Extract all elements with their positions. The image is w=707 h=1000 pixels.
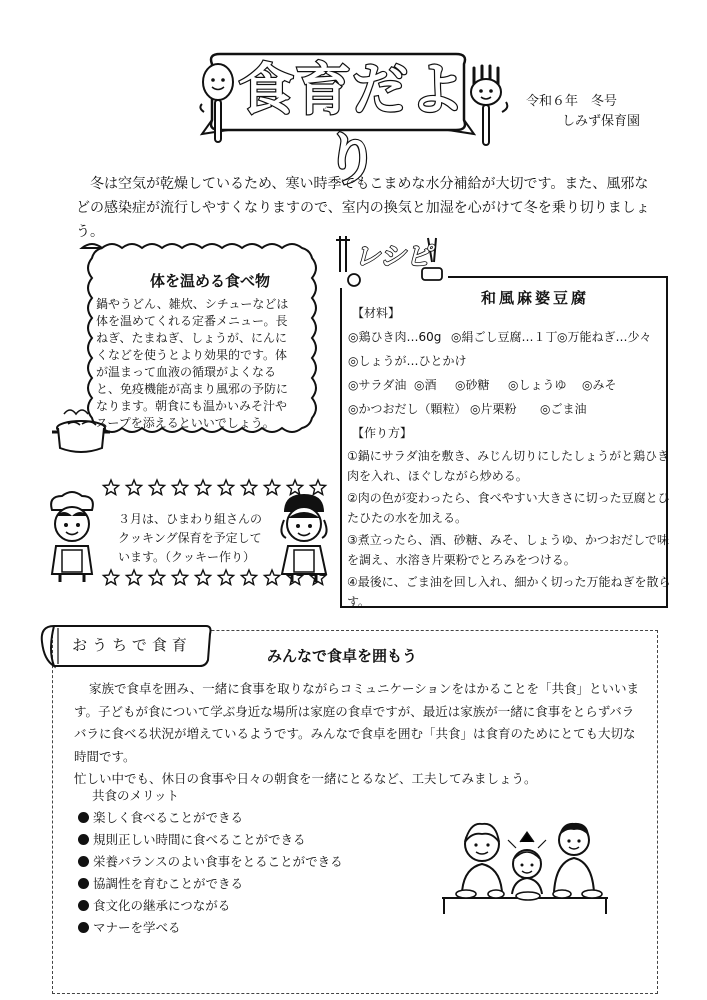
star-icon (149, 570, 164, 585)
merit-item: 楽しく食べることができる (78, 808, 243, 826)
star-icon (218, 570, 233, 585)
star-icon (149, 480, 164, 495)
recipe-step: ④最後に、ごま油を回し入れ、細かく切った万能ねぎを散らす。 (347, 575, 671, 609)
ouchi-label: おうちで食育 (72, 636, 192, 654)
ingredients-header: 【材料】 (352, 306, 401, 320)
merit-item: 協調性を育むことができる (78, 874, 243, 892)
ouchi-paragraph: 家族で食卓を囲み、一緒に食事を取りながらコミュニケーションをはかることを「共食」といいます。子どもが食について学ぶ身近な場所は家庭の食卓ですが、最近は家族が一緒に食事をとらずバラバラに食べる状況が増えているようです。みんなで食卓を囲む「共食」は食育のためにとても大切な時間です。 (74, 681, 640, 764)
bullet-dot-icon (78, 812, 89, 823)
ingredient-item: ◎みそ (582, 378, 617, 392)
warm-food-body: 鍋やうどん、雑炊、シチューなどは体を温めてくれる定番メニュー。長ねぎ、たまねぎ、しょうが、にんにくなどを使うとより効果的です。体が温まって血液の循環がよくなると、免疫機能が高まり風邪の予防になります。朝食にも温かいみそ汁やスープを添えるといいでしょう。 (96, 297, 289, 430)
star-icon (241, 480, 256, 495)
page-title: 食育だより (238, 58, 466, 193)
girl-chef-icon (270, 488, 338, 584)
ingredient-item: ◎しょうゆ (508, 378, 567, 392)
merit-item: 食文化の継承につながる (78, 896, 230, 914)
family-dining-icon (432, 814, 612, 922)
star-icon (195, 570, 210, 585)
merits-title: 共食のメリット (92, 788, 180, 803)
star-icon (126, 570, 141, 585)
march-cooking-note: ３月は、ひまわり組さんのクッキング保育を予定しています。（クッキー作り） (118, 512, 263, 564)
issue-label: 令和６年 冬号 (526, 94, 618, 109)
star-icon (172, 480, 187, 495)
merit-item: 規則正しい時間に食べることができる (78, 830, 306, 848)
ingredient-item: ◎サラダ油 (348, 378, 407, 392)
school-name: しみず保育園 (562, 114, 641, 129)
ingredient-item: ◎鶏ひき肉…60g (348, 330, 442, 344)
ingredient-item: ◎ごま油 (540, 402, 587, 416)
star-icon (172, 570, 187, 585)
merit-item: マナーを学べる (78, 918, 181, 936)
bullet-dot-icon (78, 856, 89, 867)
ingredient-item: ◎砂糖 (455, 378, 490, 392)
recipe-step: ①鍋にサラダ油を敷き、みじん切りにしたしょうがと鶏ひき肉を入れ、ほぐしながら炒める。 (347, 449, 670, 483)
bullet-dot-icon (78, 900, 89, 911)
ingredient-item: ◎絹ごし豆腐…１丁 (451, 330, 558, 344)
recipe-step: ②肉の色が変わったら、食べやすい大きさに切った豆腐とひたひたの水を加える。 (347, 491, 670, 525)
merit-item: 栄養バランスのよい食事をとることができる (78, 852, 343, 870)
steps-header: 【作り方】 (352, 426, 413, 440)
recipe-title: 和風麻婆豆腐 (480, 289, 589, 307)
bullet-dot-icon (78, 878, 89, 889)
ingredient-item: ◎しょうが…ひとかけ (348, 354, 467, 368)
warm-food-title: 体を温める食べ物 (149, 272, 270, 290)
ingredient-item: ◎かつおだし（顆粒） (348, 402, 467, 416)
ingredient-item: ◎片栗粉 (470, 402, 517, 416)
ingredient-item: ◎酒 (414, 378, 437, 392)
ouchi-headline: みんなで食卓を囲もう (266, 647, 417, 665)
ingredient-item: ◎万能ねぎ…少々 (557, 330, 652, 344)
bullet-dot-icon (78, 834, 89, 845)
bullet-dot-icon (78, 922, 89, 933)
recipe-label: レシピ (354, 242, 432, 272)
ouchi-paragraph: 忙しい中でも、休日の食事や日々の朝食を一緒にとるなど、工夫してみましょう。 (74, 771, 537, 786)
star-icon (241, 570, 256, 585)
star-icon (218, 480, 233, 495)
recipe-step: ③煮立ったら、酒、砂糖、みそ、しょうゆ、かつおだしで味を調え、水溶き片栗粉でとろみをつける。 (347, 533, 670, 567)
star-icon (126, 480, 141, 495)
boy-chef-icon (38, 488, 106, 584)
intro-paragraph: 冬は空気が乾燥しているため、寒い時季でもこまめな水分補給が大切です。また、風邪などの感染症が流行しやすくなりますので、室内の換気と加湿を心がけて冬を乗り切りましょう。 (76, 176, 650, 240)
star-icon (195, 480, 210, 495)
ouchi-body (74, 678, 644, 791)
